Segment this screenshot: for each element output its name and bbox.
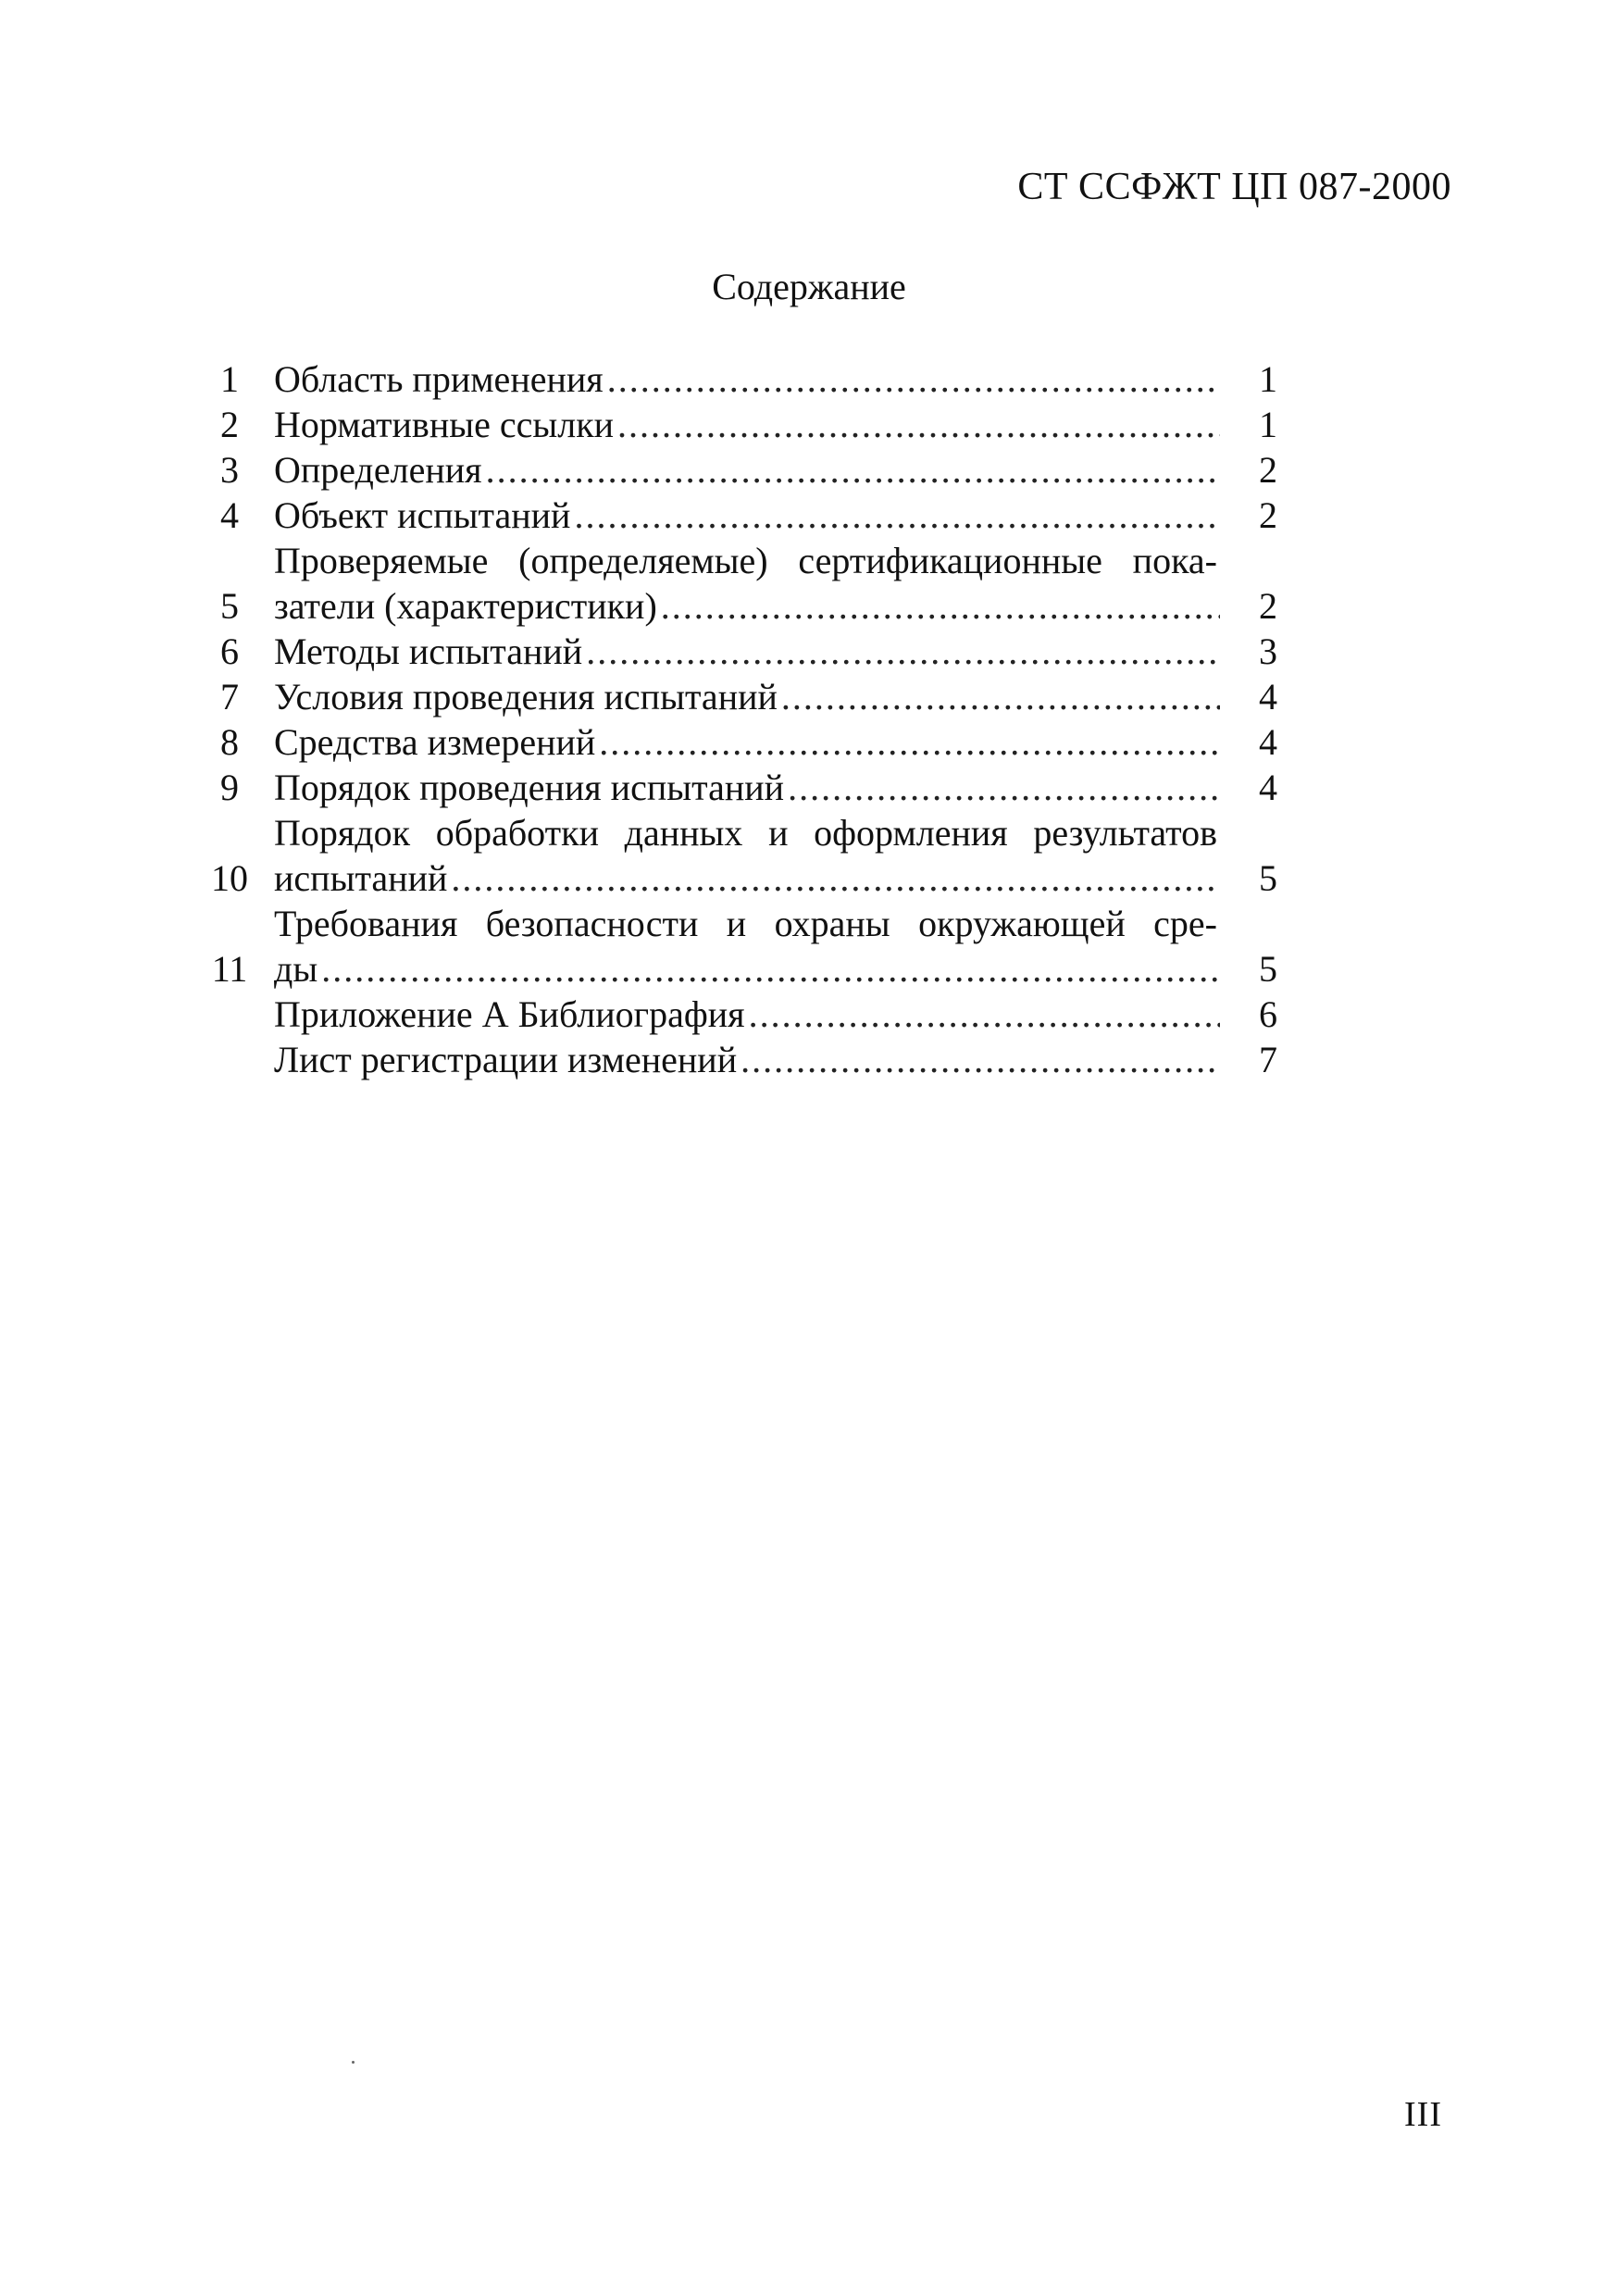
- toc-entry-line: [274, 810, 1277, 855]
- toc-entry: [185, 629, 1277, 674]
- toc-entry-title: Проверяемые (определяемые) сертификационные пока-: [274, 540, 1217, 581]
- toc-entry-body: [274, 1037, 1277, 1082]
- toc-entry-line: [274, 765, 1277, 810]
- toc-entry-title: Приложение А Библиография: [274, 993, 745, 1035]
- toc-entry-page: 6: [1259, 993, 1277, 1035]
- toc-entry-page: 4: [1259, 767, 1277, 808]
- toc-entry: [185, 992, 1277, 1037]
- toc-entry-body: [274, 810, 1277, 901]
- toc-entry-title: Объект испытаний: [274, 494, 571, 536]
- toc-entry-number: 7: [220, 676, 239, 718]
- toc-entry-line: [274, 356, 1277, 402]
- toc-dot-leader: [661, 583, 1220, 629]
- toc-entry-body: [274, 493, 1277, 538]
- toc-entry: [185, 493, 1277, 538]
- toc-entry-body: [274, 992, 1277, 1037]
- toc-entry-body: [274, 356, 1277, 402]
- toc-entry-title: затели (характеристики): [274, 585, 657, 627]
- toc-title: [0, 265, 1618, 308]
- toc-entry-number: 5: [220, 585, 239, 627]
- toc-entry-body: [274, 629, 1277, 674]
- toc-entry-body: [274, 765, 1277, 810]
- toc-entry-title: Условия проведения испытаний: [274, 676, 778, 718]
- toc-entry-page: 5: [1259, 948, 1277, 990]
- toc-entry: [185, 810, 1277, 901]
- toc-entry-line: [274, 946, 1277, 992]
- toc-entry-number: 1: [220, 358, 239, 400]
- toc-dot-leader: [788, 765, 1220, 810]
- toc-entry-number: 10: [211, 857, 248, 899]
- toc-dot-leader: [607, 356, 1220, 402]
- toc-entry-line: [274, 583, 1277, 629]
- toc-entry-title: Порядок проведения испытаний: [274, 767, 785, 808]
- toc-entry-page: 7: [1259, 1039, 1277, 1080]
- toc-entry-number: 3: [220, 449, 239, 491]
- page-number: III: [1404, 2095, 1442, 2134]
- toc-entry-page: 4: [1259, 721, 1277, 763]
- toc-entry-body: [274, 901, 1277, 992]
- toc-entry-body: [274, 538, 1277, 629]
- toc-entry-page: 3: [1259, 630, 1277, 672]
- toc-entry-number: 4: [220, 494, 239, 536]
- toc-entry-page: 4: [1259, 676, 1277, 718]
- toc-dot-leader: [749, 992, 1220, 1037]
- toc-entry-number: 11: [211, 948, 248, 990]
- toc-entry-title: Средства измерений: [274, 721, 596, 763]
- toc-entry-page: 1: [1259, 404, 1277, 445]
- toc-entry-body: [274, 447, 1277, 493]
- toc-dot-leader: [321, 946, 1220, 992]
- toc-entry-line: [274, 402, 1277, 447]
- toc-dot-leader: [574, 493, 1220, 538]
- toc-entry-line: [274, 855, 1277, 901]
- toc-entry-line: [274, 493, 1277, 538]
- scan-speck: [352, 2061, 355, 2064]
- toc-entry-body: [274, 719, 1277, 765]
- toc-entry-line: [274, 447, 1277, 493]
- toc-entry-line: [274, 629, 1277, 674]
- toc-dot-leader: [781, 674, 1220, 719]
- toc-dot-leader: [617, 402, 1220, 447]
- toc-entry: [185, 765, 1277, 810]
- toc-entry-page: 2: [1259, 494, 1277, 536]
- toc-entry-title: испытаний: [274, 857, 448, 899]
- toc-entry-title: Методы испытаний: [274, 630, 583, 672]
- toc-dot-leader: [451, 855, 1220, 901]
- toc-entry-page: 2: [1259, 585, 1277, 627]
- toc-entry-line: [274, 719, 1277, 765]
- toc-entry: [185, 674, 1277, 719]
- toc-entry-body: [274, 402, 1277, 447]
- toc-entry-title: Требования безопасности и охраны окружающей сре-: [274, 903, 1217, 944]
- toc-dot-leader: [599, 719, 1220, 765]
- document-code: СТ ССФЖТ ЦП 087-2000: [1017, 166, 1451, 208]
- toc-dot-leader: [486, 447, 1220, 493]
- toc-entry-page: 5: [1259, 857, 1277, 899]
- toc-entry-page: 1: [1259, 358, 1277, 400]
- toc-entry-title: Порядок обработки данных и оформления результатов: [274, 812, 1217, 854]
- toc-entry: [185, 901, 1277, 992]
- toc-entry-title: ды: [274, 948, 318, 990]
- toc-title-text: Содержание: [712, 266, 906, 307]
- toc-entry-title: Нормативные ссылки: [274, 404, 615, 445]
- toc-dot-leader: [741, 1037, 1220, 1082]
- toc-dot-leader: [586, 629, 1220, 674]
- toc-entry-line: [274, 674, 1277, 719]
- toc-entry: [185, 356, 1277, 402]
- toc-entry: [185, 719, 1277, 765]
- toc-entry-body: [274, 674, 1277, 719]
- toc-entry-title: Определения: [274, 449, 482, 491]
- toc-entry-page: 2: [1259, 449, 1277, 491]
- toc-entry-line: [274, 538, 1277, 583]
- toc-entry-title: Область применения: [274, 358, 604, 400]
- toc-entry: [185, 1037, 1277, 1082]
- toc-entry-number: 8: [220, 721, 239, 763]
- toc-entry: [185, 447, 1277, 493]
- toc-entry: [185, 402, 1277, 447]
- toc-entry-number: 2: [220, 404, 239, 445]
- table-of-contents: [185, 356, 1277, 1082]
- toc-entry: [185, 538, 1277, 629]
- toc-entry-line: [274, 1037, 1277, 1082]
- toc-entry-title: Лист регистрации изменений: [274, 1039, 738, 1080]
- toc-entry-number: 9: [220, 767, 239, 808]
- toc-entry-line: [274, 901, 1277, 946]
- toc-entry-line: [274, 992, 1277, 1037]
- toc-entry-number: 6: [220, 630, 239, 672]
